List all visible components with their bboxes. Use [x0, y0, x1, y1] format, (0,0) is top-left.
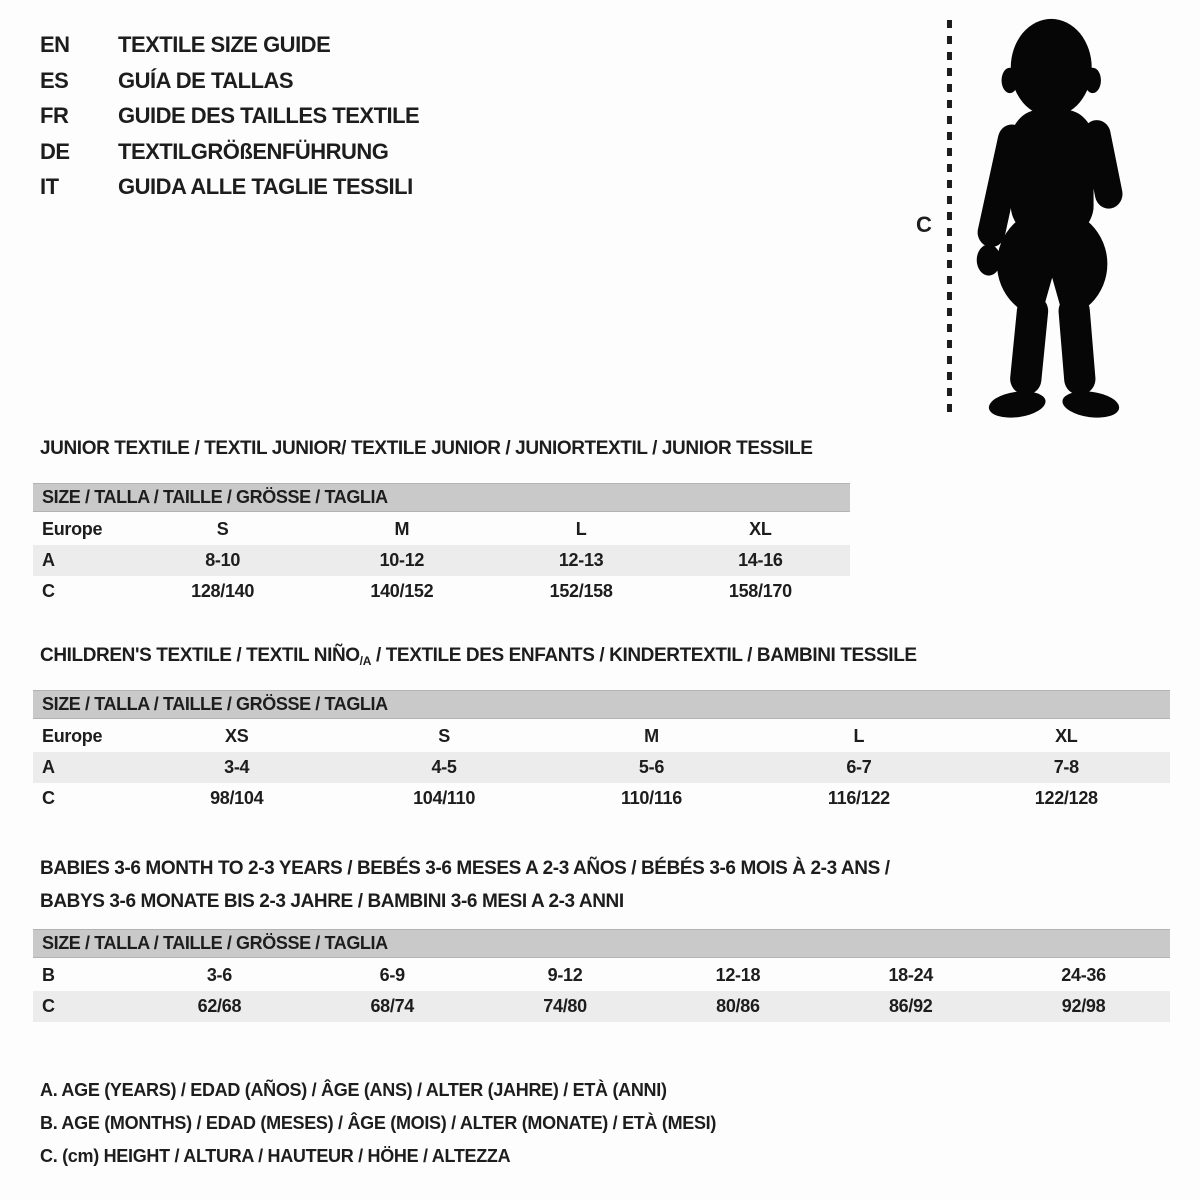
size-cell: 110/116	[621, 788, 682, 808]
size-cell: 158/170	[728, 581, 792, 601]
junior-size-table	[33, 483, 850, 607]
size-cell: 8-10	[205, 550, 241, 570]
legend-line-c: C. (cm) HEIGHT / ALTURA / HAUTEUR / HÖHE / ALTEZZA	[40, 1146, 511, 1166]
row-label: A	[42, 757, 55, 777]
junior-section-title: JUNIOR TEXTILE / TEXTIL JUNIOR/ TEXTILE JUNIOR / JUNIORTEXTIL / JUNIOR TESSILE	[40, 438, 813, 459]
size-row	[33, 545, 850, 576]
language-list	[40, 27, 419, 205]
size-cell: L	[575, 519, 587, 539]
language-code: IT	[40, 174, 59, 199]
size-header-bar: SIZE / TALLA / TAILLE / GRÖSSE / TAGLIA	[33, 483, 850, 512]
language-name: GUÍA DE TALLAS	[118, 67, 294, 93]
size-cell: XS	[224, 726, 249, 746]
size-row	[33, 783, 1170, 814]
language-name: TEXTILE SIZE GUIDE	[118, 32, 331, 57]
size-cell: 24-36	[1061, 965, 1106, 985]
size-cell: 4-5	[431, 757, 457, 777]
children-title-text: CHILDREN'S TEXTILE / TEXTIL NIÑO	[40, 645, 360, 666]
size-cell: 74/80	[543, 996, 587, 1016]
size-cell: 62/68	[197, 996, 242, 1016]
size-cell: 98/104	[210, 788, 264, 808]
size-cell: S	[216, 519, 229, 539]
size-row	[33, 960, 1170, 991]
size-cell: L	[853, 726, 865, 746]
size-row	[33, 514, 850, 545]
size-cell: 18-24	[888, 965, 934, 985]
size-cell: 6-9	[379, 965, 405, 985]
size-cell: 116/122	[827, 788, 890, 808]
legend-line-b: B. AGE (MONTHS) / EDAD (MESES) / ÂGE (MOIS) / ALTER (MONATE) / ETÀ (MESI)	[40, 1113, 717, 1133]
row-label: Europe	[42, 519, 103, 539]
language-name: GUIDE DES TAILLES TEXTILE	[118, 103, 420, 128]
language-code: ES	[40, 67, 69, 93]
babies-title-line1: BABIES 3-6 MONTH TO 2-3 YEARS / BEBÉS 3-6 MESES A 2-3 AÑOS / BÉBÉS 3-6 MOIS À 2-3 ANS /	[40, 858, 890, 879]
size-cell: 140/152	[370, 581, 434, 601]
language-row	[40, 134, 419, 170]
size-cell: M	[644, 726, 659, 746]
size-cell: 9-12	[547, 965, 583, 985]
size-cell: 6-7	[846, 757, 872, 777]
size-cell: XL	[749, 519, 772, 539]
language-code: EN	[40, 32, 70, 57]
language-row	[40, 63, 419, 99]
size-cell: 122/128	[1034, 788, 1098, 808]
height-measure-line	[947, 20, 952, 415]
size-row	[33, 721, 1170, 752]
language-row	[40, 169, 419, 205]
size-row	[33, 752, 1170, 783]
row-label: Europe	[42, 726, 103, 746]
row-label: C	[42, 788, 55, 808]
children-title-text: / TEXTILE DES ENFANTS / KINDERTEXTIL / BAMBINI TESSILE	[371, 645, 917, 666]
size-row	[33, 576, 850, 607]
size-cell: 152/158	[549, 581, 613, 601]
children-section-title	[40, 645, 917, 668]
size-cell: 92/98	[1061, 996, 1106, 1016]
language-name: TEXTILGRÖßENFÜHRUNG	[118, 138, 389, 164]
language-name: GUIDA ALLE TAGLIE TESSILI	[118, 174, 413, 199]
height-figure	[900, 12, 1180, 427]
size-cell: 14-16	[738, 550, 783, 570]
size-cell: 12-13	[558, 550, 604, 570]
size-cell: 5-6	[638, 757, 665, 777]
size-cell: 86/92	[888, 996, 933, 1016]
size-cell: 80/86	[716, 996, 760, 1016]
babies-section-title	[40, 852, 890, 918]
legend-line-a: A. AGE (YEARS) / EDAD (AÑOS) / ÂGE (ANS) / ALTER (JAHRE) / ETÀ (ANNI)	[40, 1080, 667, 1100]
size-cell: 68/74	[370, 996, 415, 1016]
row-label: A	[42, 550, 55, 570]
babies-size-table	[33, 929, 1170, 1022]
size-cell: XL	[1055, 726, 1078, 746]
children-title-subscript: /A	[359, 654, 372, 668]
babies-rows	[33, 960, 1170, 1022]
measurement-legend	[40, 1074, 716, 1173]
height-measure-label: C	[916, 212, 932, 237]
size-header-bar: SIZE / TALLA / TAILLE / GRÖSSE / TAGLIA	[33, 929, 1170, 958]
language-code: DE	[40, 138, 70, 164]
children-size-table	[33, 690, 1170, 814]
size-cell: 10-12	[379, 550, 425, 570]
language-row	[40, 98, 419, 134]
junior-rows	[33, 514, 850, 607]
language-code: FR	[40, 103, 69, 128]
row-label: B	[42, 965, 55, 985]
children-rows	[33, 721, 1170, 814]
size-cell: 12-18	[715, 965, 761, 985]
toddler-silhouette	[962, 14, 1146, 424]
row-label: C	[42, 581, 55, 601]
size-cell: M	[394, 519, 410, 539]
language-row	[40, 27, 419, 63]
size-cell: 7-8	[1053, 757, 1079, 777]
row-label: C	[42, 996, 55, 1016]
size-row	[33, 991, 1170, 1022]
babies-title-line2: BABYS 3-6 MONATE BIS 2-3 JAHRE / BAMBINI 3-6 MESI A 2-3 ANNI	[40, 891, 624, 912]
size-cell: S	[438, 726, 450, 746]
size-cell: 104/110	[413, 788, 476, 808]
size-cell: 128/140	[191, 581, 255, 601]
size-cell: 3-4	[224, 757, 250, 777]
size-header-bar: SIZE / TALLA / TAILLE / GRÖSSE / TAGLIA	[33, 690, 1170, 719]
size-cell: 3-6	[206, 965, 232, 985]
